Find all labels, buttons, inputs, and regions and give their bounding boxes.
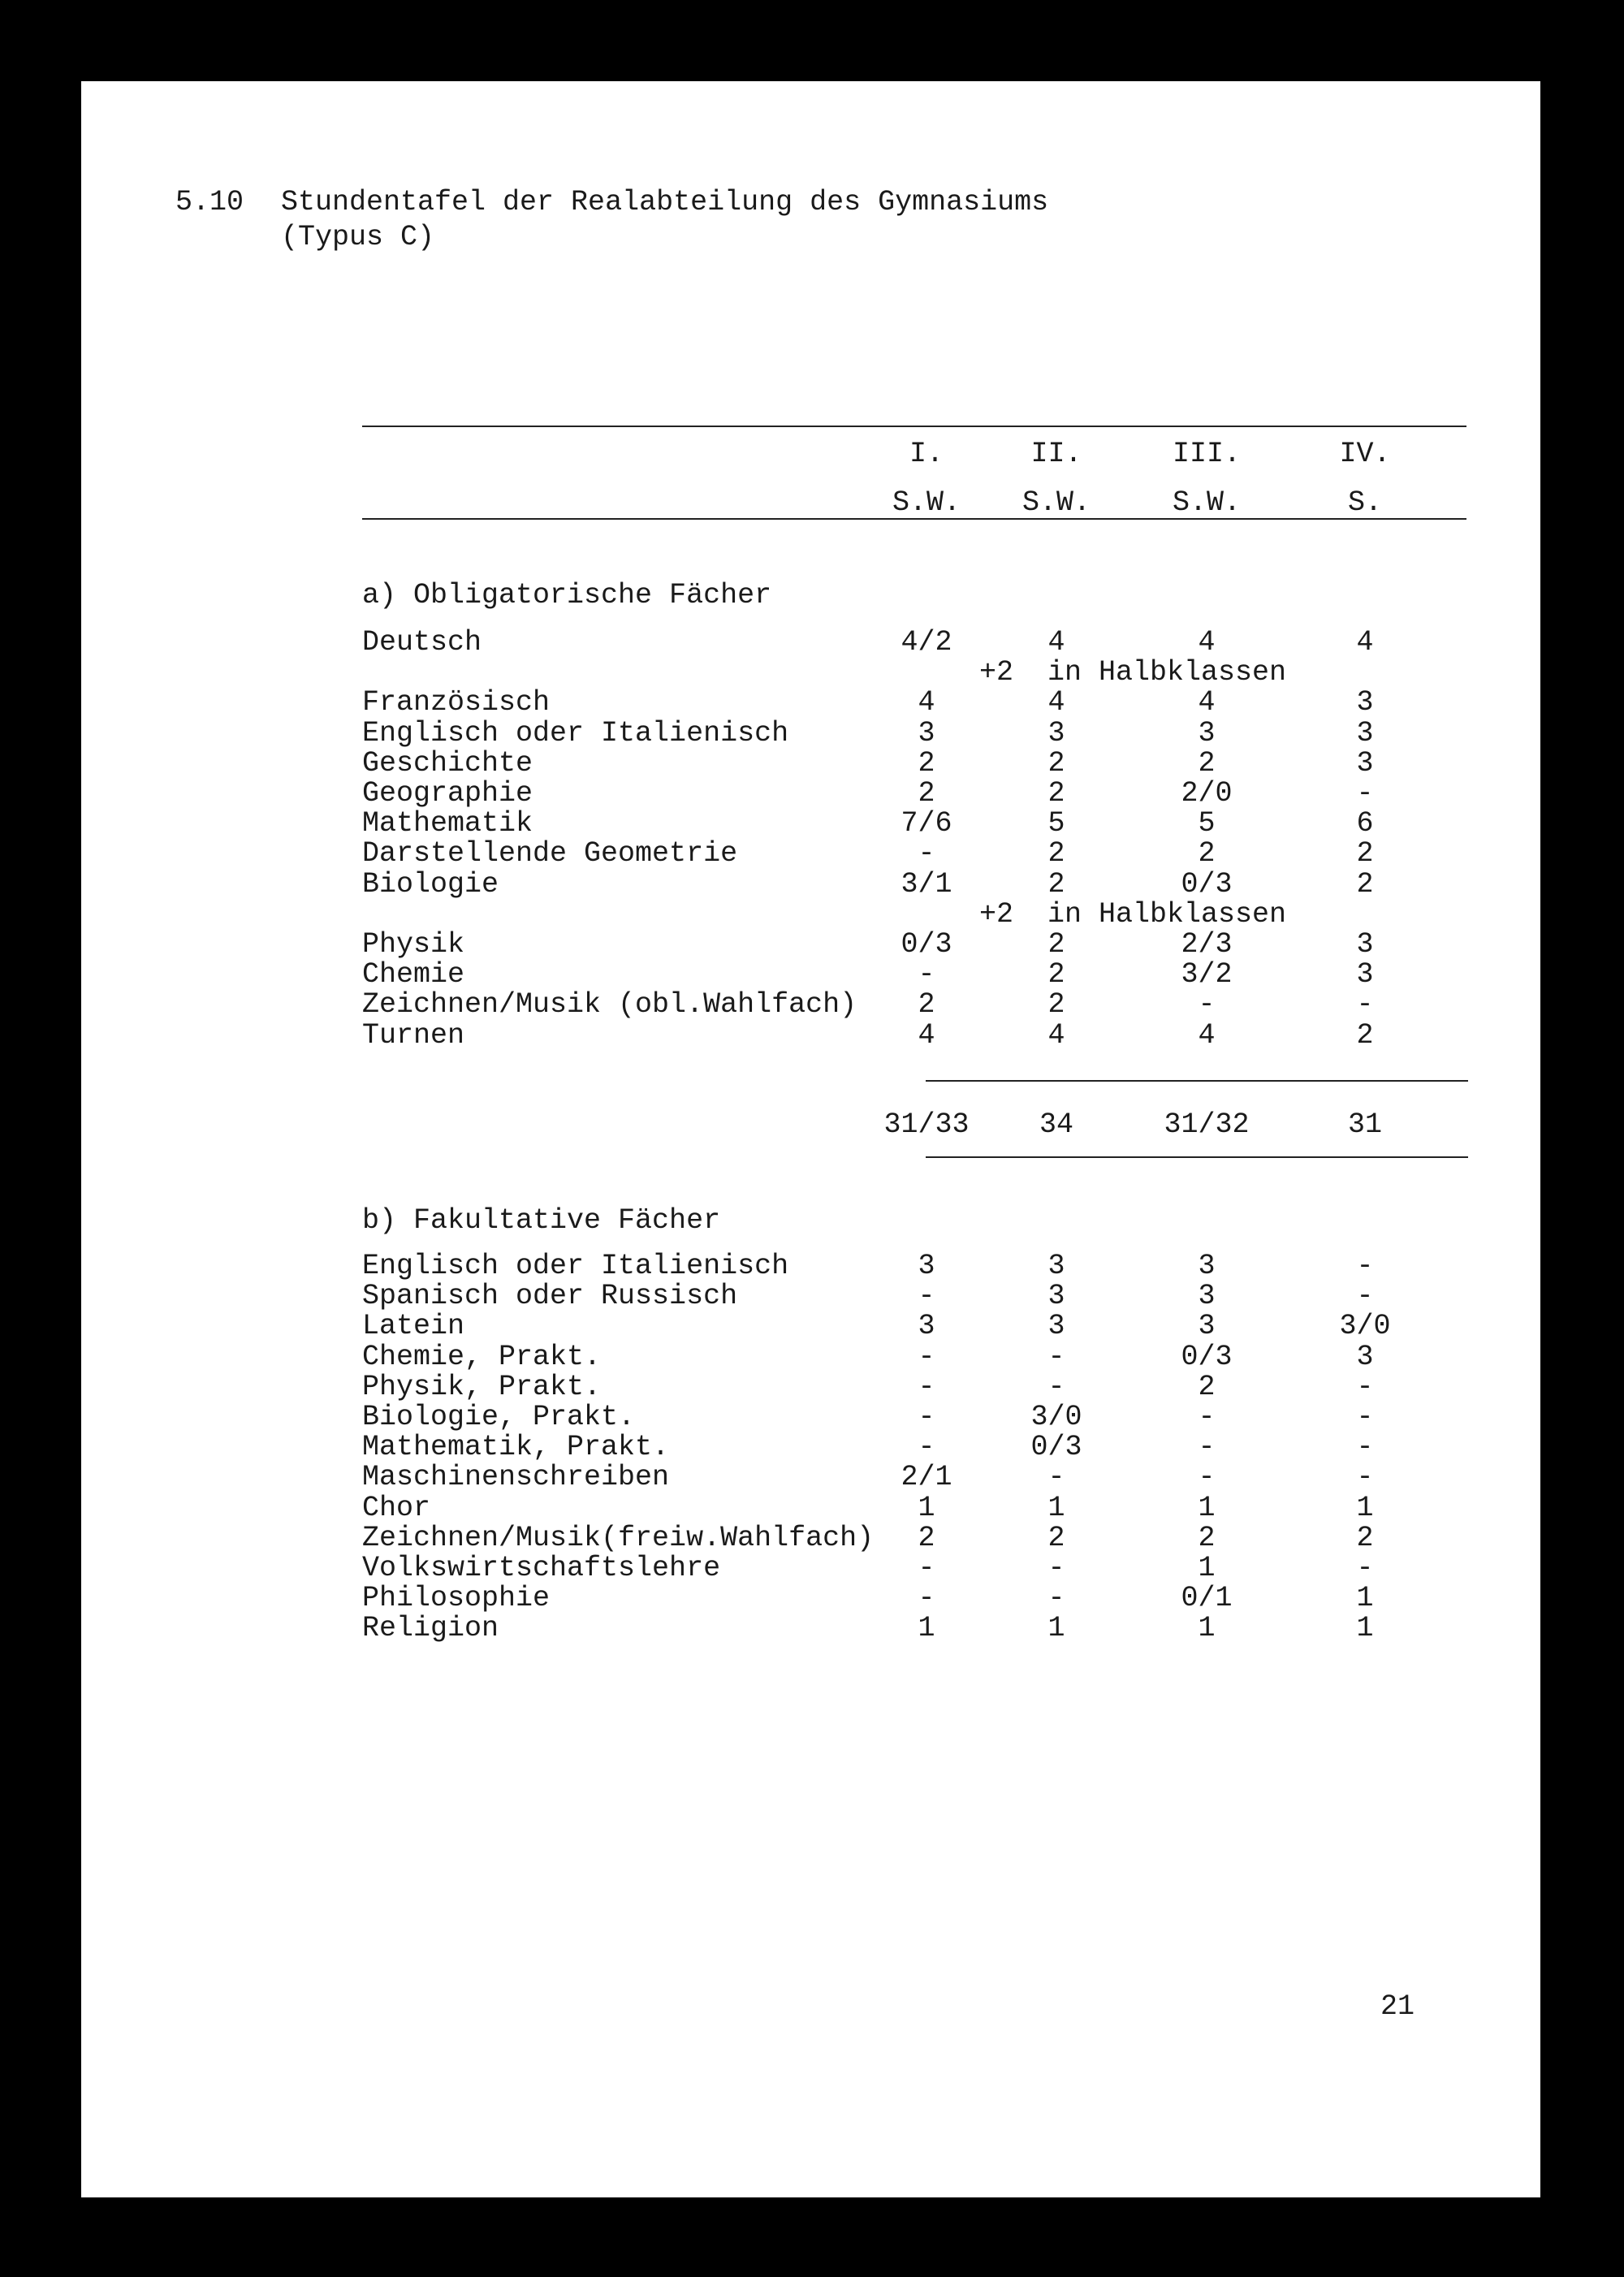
section-title: Stundentafel der Realabteilung des Gymnasiums bbox=[281, 186, 1049, 218]
subject-label: Englisch oder Italienisch bbox=[362, 717, 789, 750]
hours-cell-col-1: - bbox=[918, 1341, 935, 1373]
col-1-roman: I. bbox=[909, 438, 944, 470]
hours-cell-col-3: - bbox=[1198, 988, 1216, 1021]
hours-cell-col-1: 1 bbox=[918, 1612, 935, 1644]
hours-cell-col-3: 4 bbox=[1198, 626, 1216, 659]
hours-cell-col-3: 4 bbox=[1198, 686, 1216, 719]
hours-cell-col-4: - bbox=[1356, 1250, 1374, 1282]
hours-cell-col-2: 3 bbox=[1047, 1280, 1065, 1312]
table-row bbox=[0, 1432, 1459, 1463]
optional-heading: b) Fakultative Fächer bbox=[362, 1204, 721, 1237]
totals-row bbox=[0, 1109, 1459, 1140]
subject-label: Maschinenschreiben bbox=[362, 1461, 670, 1493]
subject-label: Geschichte bbox=[362, 747, 533, 780]
col-4-unit: S. bbox=[1347, 486, 1382, 519]
hours-cell-col-3: 0/1 bbox=[1181, 1582, 1233, 1614]
table-row bbox=[0, 1553, 1459, 1584]
table-row bbox=[0, 1251, 1459, 1281]
table-row bbox=[0, 718, 1459, 749]
table-row bbox=[0, 1493, 1459, 1523]
hours-cell-col-3: 3/2 bbox=[1181, 958, 1233, 991]
hours-cell-col-2: 3 bbox=[1047, 1250, 1065, 1282]
hours-cell-col-1: 4/2 bbox=[901, 626, 952, 659]
hours-cell-col-1: 2 bbox=[918, 777, 935, 810]
table-row bbox=[0, 1402, 1459, 1432]
hours-cell-col-1: 3/1 bbox=[901, 868, 952, 901]
hours-cell-col-3: 3 bbox=[1198, 1250, 1216, 1282]
hours-cell-col-3: 1 bbox=[1198, 1612, 1216, 1644]
hours-cell-col-4: - bbox=[1356, 1461, 1374, 1493]
hours-cell-col-1: - bbox=[918, 1401, 935, 1433]
hours-cell-col-1: 2 bbox=[918, 747, 935, 780]
hours-cell-col-1: 2 bbox=[918, 1522, 935, 1554]
hours-cell-col-3: 5 bbox=[1198, 807, 1216, 840]
hours-cell-col-2: 2 bbox=[1047, 777, 1065, 810]
subject-label: Philosophie bbox=[362, 1582, 551, 1614]
hours-cell-col-3: 3 bbox=[1198, 717, 1216, 750]
hours-cell-col-4: 3 bbox=[1356, 686, 1374, 719]
hours-cell-col-2: - bbox=[1047, 1582, 1065, 1614]
hours-cell-col-4: - bbox=[1356, 777, 1374, 810]
hours-cell-col-2: 3/0 bbox=[1030, 1401, 1082, 1433]
hours-cell-col-1: 3 bbox=[918, 717, 935, 750]
hours-cell-col-3: 0/3 bbox=[1181, 1341, 1233, 1373]
hours-cell-col-2: 2 bbox=[1047, 868, 1065, 901]
hours-cell-col-1: 3 bbox=[918, 1250, 935, 1282]
hours-cell-col-1: - bbox=[918, 1280, 935, 1312]
subject-label: Turnen bbox=[362, 1019, 465, 1052]
hours-cell-col-3: 2/0 bbox=[1181, 777, 1233, 810]
hours-cell-col-3: 1 bbox=[1198, 1552, 1216, 1584]
hours-cell-col-4: - bbox=[1356, 1552, 1374, 1584]
hours-cell-col-2: 2 bbox=[1047, 988, 1065, 1021]
section-subtitle: (Typus C) bbox=[281, 221, 435, 253]
hours-cell-col-1: 7/6 bbox=[901, 807, 952, 840]
subject-label: Religion bbox=[362, 1612, 499, 1644]
hours-cell-col-3: 2 bbox=[1198, 837, 1216, 870]
hours-cell-col-4: 3 bbox=[1356, 958, 1374, 991]
hours-cell-col-3: 2 bbox=[1198, 1522, 1216, 1554]
hours-cell-col-2: - bbox=[1047, 1371, 1065, 1403]
note-row bbox=[0, 899, 1459, 930]
table-row bbox=[0, 1281, 1459, 1311]
hours-cell-col-2: - bbox=[1047, 1461, 1065, 1493]
table-row bbox=[0, 1462, 1459, 1493]
hours-cell-col-2: 3 bbox=[1047, 1310, 1065, 1342]
hours-cell-col-1: 2/1 bbox=[901, 1461, 952, 1493]
hours-cell-col-1: 3 bbox=[918, 1310, 935, 1342]
hours-cell-col-2: 4 bbox=[1047, 626, 1065, 659]
subject-label: Spanisch oder Russisch bbox=[362, 1280, 738, 1312]
col-2-roman: II. bbox=[1030, 438, 1082, 470]
subject-label: Physik, Prakt. bbox=[362, 1371, 602, 1403]
hours-cell-col-2: 2 bbox=[1047, 747, 1065, 780]
subject-label: Mathematik, Prakt. bbox=[362, 1431, 670, 1463]
table-top-rule bbox=[362, 426, 1466, 427]
hours-cell-col-4: 4 bbox=[1356, 626, 1374, 659]
hours-cell-col-3: 1 bbox=[1198, 1492, 1216, 1524]
total-col-3: 31/32 bbox=[1164, 1108, 1250, 1141]
subject-label: Chor bbox=[362, 1492, 431, 1524]
hours-cell-col-2: - bbox=[1047, 1341, 1065, 1373]
table-row bbox=[0, 687, 1459, 718]
hours-cell-col-2: 1 bbox=[1047, 1492, 1065, 1524]
hours-cell-col-3: 2 bbox=[1198, 1371, 1216, 1403]
col-3-unit: S.W. bbox=[1172, 486, 1241, 519]
subject-label: Geographie bbox=[362, 777, 533, 810]
table-row bbox=[0, 1311, 1459, 1342]
hours-cell-col-1: 0/3 bbox=[901, 928, 952, 961]
subject-label: Biologie bbox=[362, 868, 499, 901]
hours-cell-col-1: - bbox=[918, 958, 935, 991]
hours-cell-col-1: 1 bbox=[918, 1492, 935, 1524]
hours-cell-col-2: 0/3 bbox=[1030, 1431, 1082, 1463]
table-row bbox=[0, 1342, 1459, 1372]
totals-top-rule bbox=[926, 1080, 1468, 1082]
hours-cell-col-1: - bbox=[918, 1582, 935, 1614]
hours-cell-col-4: 3 bbox=[1356, 747, 1374, 780]
table-row bbox=[0, 627, 1459, 658]
subject-label: Zeichnen/Musik (obl.Wahlfach) bbox=[362, 988, 857, 1021]
hours-cell-col-3: - bbox=[1198, 1461, 1216, 1493]
total-col-1: 31/33 bbox=[883, 1108, 970, 1141]
subject-label: Zeichnen/Musik(freiw.Wahlfach) bbox=[362, 1522, 875, 1554]
hours-cell-col-3: - bbox=[1198, 1401, 1216, 1433]
table-row bbox=[0, 929, 1459, 960]
hours-cell-col-3: 2 bbox=[1198, 747, 1216, 780]
hours-cell-col-3: 4 bbox=[1198, 1019, 1216, 1052]
hours-cell-col-1: - bbox=[918, 1552, 935, 1584]
note-row bbox=[0, 657, 1459, 688]
hours-cell-col-2: - bbox=[1047, 1552, 1065, 1584]
hours-cell-col-2: 2 bbox=[1047, 1522, 1065, 1554]
section-number: 5.10 bbox=[175, 186, 244, 218]
col-3-roman: III. bbox=[1172, 438, 1241, 470]
table-row bbox=[0, 869, 1459, 900]
hours-cell-col-4: 2 bbox=[1356, 1522, 1374, 1554]
hours-cell-col-1: - bbox=[918, 837, 935, 870]
hours-cell-col-2: 2 bbox=[1047, 837, 1065, 870]
table-row bbox=[0, 1020, 1459, 1051]
hours-cell-col-4: 3 bbox=[1356, 717, 1374, 750]
hours-cell-col-1: 4 bbox=[918, 1019, 935, 1052]
hours-cell-col-4: 3 bbox=[1356, 1341, 1374, 1373]
hours-cell-col-4: 6 bbox=[1356, 807, 1374, 840]
table-row bbox=[0, 748, 1459, 779]
total-col-4: 31 bbox=[1347, 1108, 1382, 1141]
hours-cell-col-1: - bbox=[918, 1431, 935, 1463]
obligatory-heading: a) Obligatorische Fächer bbox=[362, 579, 772, 611]
hours-cell-col-4: 2 bbox=[1356, 868, 1374, 901]
table-row bbox=[0, 989, 1459, 1020]
subject-label: Französisch bbox=[362, 686, 551, 719]
table-row bbox=[0, 778, 1459, 809]
table-row bbox=[0, 808, 1459, 839]
table-row bbox=[0, 1372, 1459, 1402]
hours-cell-col-4: - bbox=[1356, 1371, 1374, 1403]
header-unit-row bbox=[0, 487, 1459, 518]
hours-cell-col-3: 3 bbox=[1198, 1310, 1216, 1342]
subject-label: Deutsch bbox=[362, 626, 482, 659]
table-row bbox=[0, 959, 1459, 990]
hours-cell-col-2: 2 bbox=[1047, 958, 1065, 991]
page-number: 21 bbox=[1380, 1990, 1415, 2023]
hours-cell-col-1: 4 bbox=[918, 686, 935, 719]
header-roman-row bbox=[0, 439, 1459, 469]
table-row bbox=[0, 1523, 1459, 1553]
subject-label: Biologie, Prakt. bbox=[362, 1401, 636, 1433]
hours-cell-col-4: 3 bbox=[1356, 928, 1374, 961]
subject-label: Volkswirtschaftslehre bbox=[362, 1552, 721, 1584]
hours-cell-col-4: - bbox=[1356, 1280, 1374, 1312]
hours-cell-col-2: 1 bbox=[1047, 1612, 1065, 1644]
col-1-unit: S.W. bbox=[892, 486, 961, 519]
hours-cell-col-4: - bbox=[1356, 988, 1374, 1021]
hours-cell-col-4: 1 bbox=[1356, 1612, 1374, 1644]
hours-cell-col-3: 3 bbox=[1198, 1280, 1216, 1312]
half-class-note: +2 in Halbklassen bbox=[979, 656, 1287, 689]
hours-cell-col-2: 3 bbox=[1047, 717, 1065, 750]
subject-label: Physik bbox=[362, 928, 465, 961]
half-class-note: +2 in Halbklassen bbox=[979, 898, 1287, 931]
col-2-unit: S.W. bbox=[1021, 486, 1091, 519]
hours-cell-col-2: 5 bbox=[1047, 807, 1065, 840]
hours-cell-col-3: 2/3 bbox=[1181, 928, 1233, 961]
hours-cell-col-4: 1 bbox=[1356, 1492, 1374, 1524]
table-row bbox=[0, 1583, 1459, 1614]
subject-label: Chemie, Prakt. bbox=[362, 1341, 602, 1373]
hours-cell-col-3: - bbox=[1198, 1431, 1216, 1463]
hours-cell-col-2: 4 bbox=[1047, 686, 1065, 719]
subject-label: Chemie bbox=[362, 958, 465, 991]
col-4-roman: IV. bbox=[1339, 438, 1391, 470]
subject-label: Mathematik bbox=[362, 807, 533, 840]
header-bottom-rule bbox=[362, 518, 1466, 520]
hours-cell-col-1: - bbox=[918, 1371, 935, 1403]
hours-cell-col-4: 1 bbox=[1356, 1582, 1374, 1614]
total-col-2: 34 bbox=[1039, 1108, 1073, 1141]
table-row bbox=[0, 838, 1459, 869]
hours-cell-col-4: 2 bbox=[1356, 1019, 1374, 1052]
hours-cell-col-1: 2 bbox=[918, 988, 935, 1021]
table-row bbox=[0, 1613, 1459, 1644]
hours-cell-col-3: 0/3 bbox=[1181, 868, 1233, 901]
hours-cell-col-4: 2 bbox=[1356, 837, 1374, 870]
hours-cell-col-4: 3/0 bbox=[1339, 1310, 1391, 1342]
hours-cell-col-4: - bbox=[1356, 1431, 1374, 1463]
hours-cell-col-2: 2 bbox=[1047, 928, 1065, 961]
hours-cell-col-4: - bbox=[1356, 1401, 1374, 1433]
totals-bottom-rule bbox=[926, 1156, 1468, 1158]
hours-cell-col-2: 4 bbox=[1047, 1019, 1065, 1052]
subject-label: Latein bbox=[362, 1310, 465, 1342]
subject-label: Englisch oder Italienisch bbox=[362, 1250, 789, 1282]
subject-label: Darstellende Geometrie bbox=[362, 837, 738, 870]
